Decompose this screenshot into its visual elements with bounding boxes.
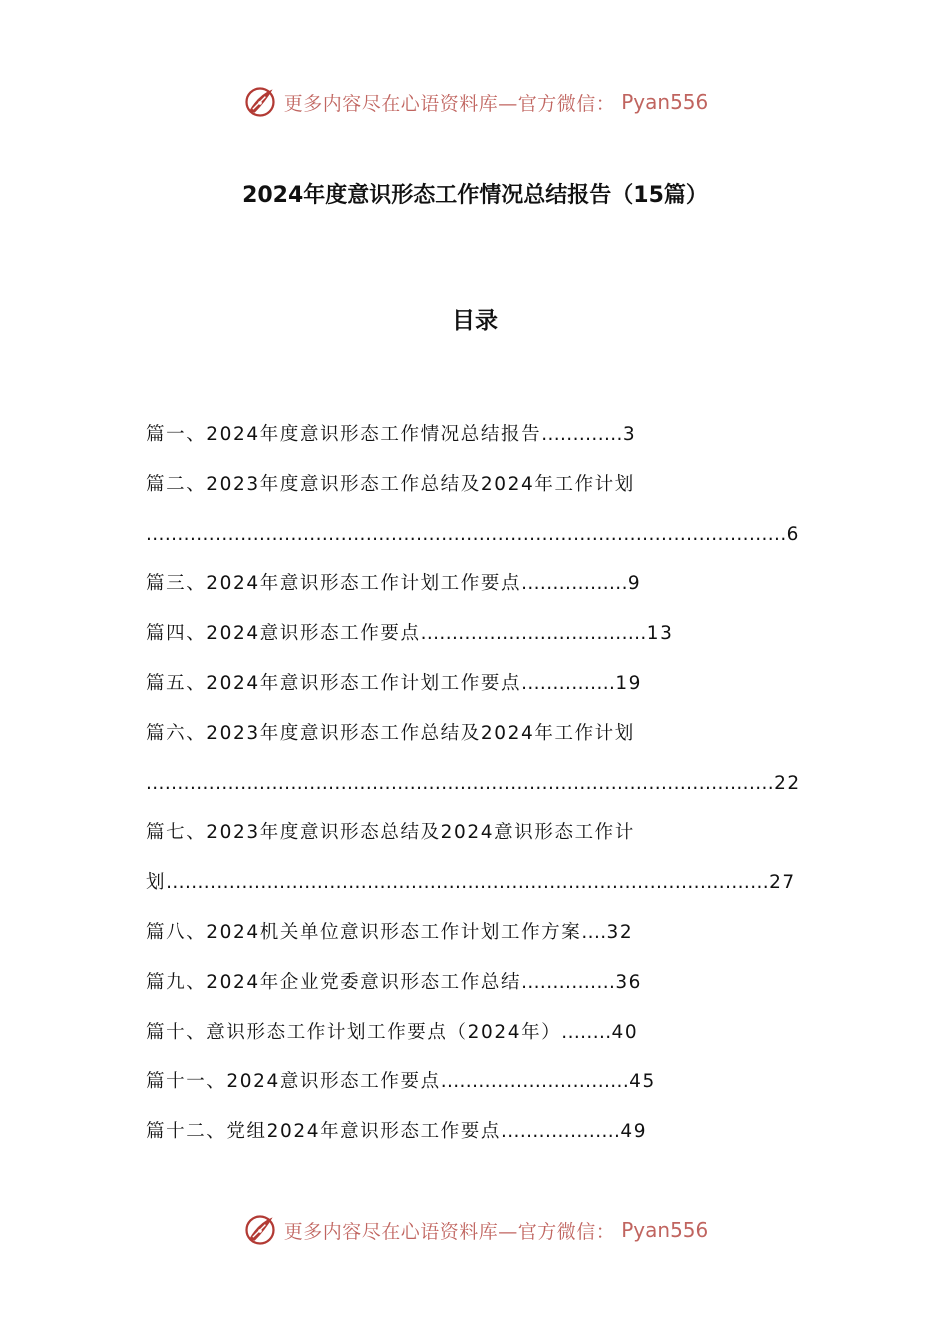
- toc-page-number: 19: [615, 672, 643, 694]
- toc-entry-text: 篇六、2023年度意识形态工作总结及2024年工作计划: [146, 722, 635, 744]
- toc-entry-6-cont[interactable]: [146, 759, 801, 809]
- toc-entry-3[interactable]: [146, 559, 726, 609]
- footer-banner: [0, 1210, 950, 1250]
- toc-page-number: 36: [615, 971, 643, 993]
- toc-entry-text: 篇二、2023年度意识形态工作总结及2024年工作计划: [146, 473, 635, 495]
- toc-entry-2[interactable]: [146, 460, 726, 510]
- toc-page-number: 3: [622, 424, 637, 445]
- toc-page-number: 22: [774, 772, 801, 794]
- pen-nib-logo-icon: [242, 84, 278, 120]
- toc-leader: .............: [541, 424, 623, 445]
- banner-text: 更多内容尽在心语资料库—官方微信：: [283, 1220, 616, 1243]
- toc-leader: ......................................................................................................: [146, 523, 787, 545]
- toc-entry-text: 篇八、2024机关单位意识形态工作计划工作方案: [146, 921, 582, 943]
- toc-leader: ...............: [521, 971, 616, 993]
- toc-entry-11[interactable]: [146, 1057, 726, 1107]
- toc-entry-10[interactable]: [146, 1008, 726, 1058]
- toc-page-number: 45: [629, 1071, 656, 1093]
- toc-entry-7-cont[interactable]: [146, 858, 796, 908]
- toc-entry-text: 篇五、2024年意识形态工作计划工作要点: [146, 672, 522, 694]
- toc-entry-text: 篇一、2024年度意识形态工作情况总结报告: [146, 424, 542, 445]
- toc-leader: ...................: [500, 1121, 621, 1143]
- toc-leader: ................................................................................................: [166, 872, 770, 894]
- banner-text: 更多内容尽在心语资料库—官方微信：: [283, 92, 616, 115]
- toc-leader: ..............................: [440, 1071, 630, 1093]
- toc-page-number: 6: [786, 523, 800, 545]
- toc-entry-12[interactable]: [146, 1107, 726, 1157]
- document-title: 2024年度意识形态工作情况总结报告（15篇）: [242, 183, 708, 208]
- toc-entry-5[interactable]: [146, 659, 726, 709]
- toc-entry-4[interactable]: [146, 609, 726, 659]
- toc-leader: .................: [521, 573, 628, 595]
- toc-entry-9[interactable]: [146, 958, 726, 1008]
- toc-leader: ...............: [521, 672, 616, 694]
- toc-leader: ....................................: [420, 623, 647, 645]
- toc-page-number: 27: [769, 872, 796, 894]
- toc-entry-text: 篇三、2024年意识形态工作计划工作要点: [146, 573, 522, 595]
- toc-entry-text: 篇九、2024年企业党委意识形态工作总结: [146, 971, 522, 993]
- toc-entry-text: 篇四、2024意识形态工作要点: [146, 623, 421, 645]
- toc-page-number: 40: [611, 1021, 639, 1043]
- wechat-id: Pyan556: [621, 90, 709, 114]
- toc-page-number: 13: [646, 623, 674, 645]
- table-of-contents: [146, 410, 801, 1157]
- pen-nib-logo-icon: [242, 1212, 278, 1248]
- header-banner: [0, 82, 950, 122]
- toc-entry-text: 篇十、意识形态工作计划工作要点（2024年）: [146, 1021, 562, 1043]
- toc-entry-8[interactable]: [146, 908, 726, 958]
- toc-page-number: 49: [620, 1121, 648, 1143]
- toc-leader: ....: [581, 921, 607, 943]
- wechat-id: Pyan556: [621, 1218, 709, 1242]
- toc-entry-2-cont[interactable]: [146, 510, 800, 560]
- toc-entry-text: 篇七、2023年度意识形态总结及2024意识形态工作计: [146, 822, 635, 844]
- toc-entry-1[interactable]: [146, 410, 726, 460]
- toc-page-number: 9: [627, 573, 642, 595]
- toc-entry-text: 篇十二、党组2024年意识形态工作要点: [146, 1121, 501, 1143]
- toc-entry-6[interactable]: [146, 709, 726, 759]
- toc-leader: ....................................................................................................: [146, 772, 775, 794]
- toc-leader: ........: [561, 1021, 612, 1043]
- toc-entry-text: 划: [146, 872, 167, 894]
- toc-entry-text: 篇十一、2024意识形态工作要点: [146, 1071, 441, 1093]
- toc-heading: 目录: [452, 308, 498, 334]
- toc-entry-7[interactable]: [146, 808, 726, 858]
- toc-page-number: 32: [606, 921, 634, 943]
